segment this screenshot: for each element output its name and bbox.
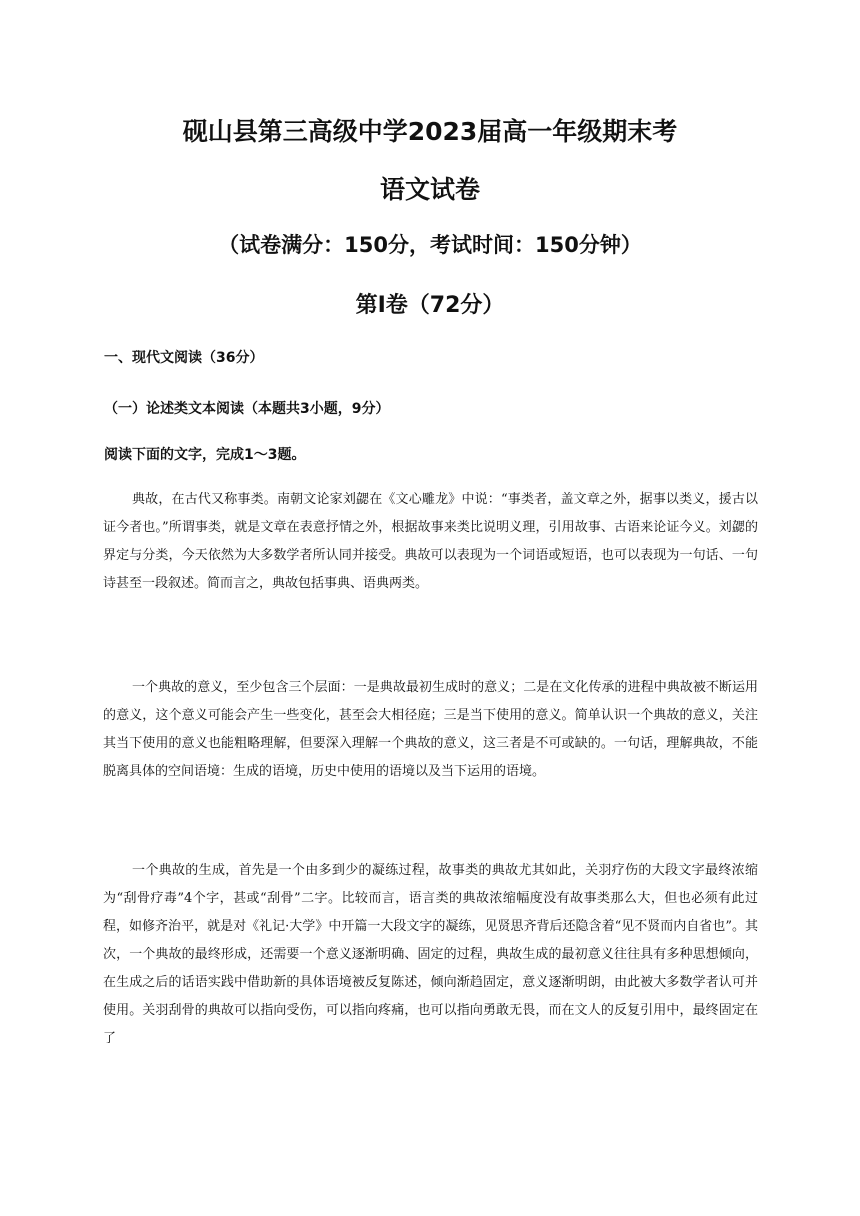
passage-paragraph: 典故，在古代又称事类。南朝文论家刘勰在《文心雕龙》中说：“事类者，盖文章之外，据事以类义，援古以证今者也。”所谓事类，就是文章在表意抒情之外，根据故事来类比说明义理，引用故事、古语来论证今义。刘勰的界定与分类，今天依然为大多数学者所认同并接受。典故可以表现为一个词语或短语，也可以表现为一句话、一句诗甚至一段叙述。简而言之，典故包括事典、语典两类。 — [103, 492, 758, 591]
reading-instruction: 阅读下面的文字，完成1～3题。 — [104, 447, 306, 463]
exam-info: （试卷满分：150分，考试时间：150分钟） — [218, 233, 642, 257]
passage-paragraph: 一个典故的生成，首先是一个由多到少的凝练过程，故事类的典故尤其如此，关羽疗伤的大段文字最终浓缩为“刮骨疗毒”4个字，甚或“刮骨”二字。比较而言，语言类的典故浓缩幅度没有故事类那么大，但也必须有此过程，如修齐治平，就是对《礼记·大学》中开篇一大段文字的凝练，见贤思齐背后还隐含着“见不贤而内自省也”。其次，一个典故的最终形成，还需要一个意义逐渐明确、固定的过程，典故生成的最初意义往往具有多种思想倾向，在生成之后的话语实践中借助新的具体语境被反复陈述，倾向渐趋固定，意义逐渐明朗，由此被大多数学者认可并使用。关羽刮骨的典故可以指向受伤，可以指向疼痛，也可以指向勇敢无畏，而在文人的反复引用中，最终固定在了 — [103, 863, 758, 1046]
subject-title: 语文试卷 — [379, 175, 480, 204]
section-title: 一、现代文阅读（36分） — [104, 350, 264, 366]
volume-title: 第Ⅰ卷（72分） — [355, 293, 505, 318]
passage-paragraph: 一个典故的意义，至少包含三个层面：一是典故最初生成时的意义；二是在文化传承的进程中典故被不断运用的意义，这个意义可能会产生一些变化，甚至会大相径庭；三是当下使用的意义。简单认识一个典故的意义，关注其当下使用的意义也能粗略理解，但要深入理解一个典故的意义，这三者是不可或缺的。一句话，理解典故，不能脱离具体的空间语境：生成的语境，历史中使用的语境以及当下运用的语境。 — [103, 680, 758, 779]
subsection-title: （一）论述类文本阅读（本题共3小题，9分） — [104, 401, 390, 417]
school-exam-title: 砚山县第三高级中学2023届高一年级期末考 — [182, 117, 678, 146]
